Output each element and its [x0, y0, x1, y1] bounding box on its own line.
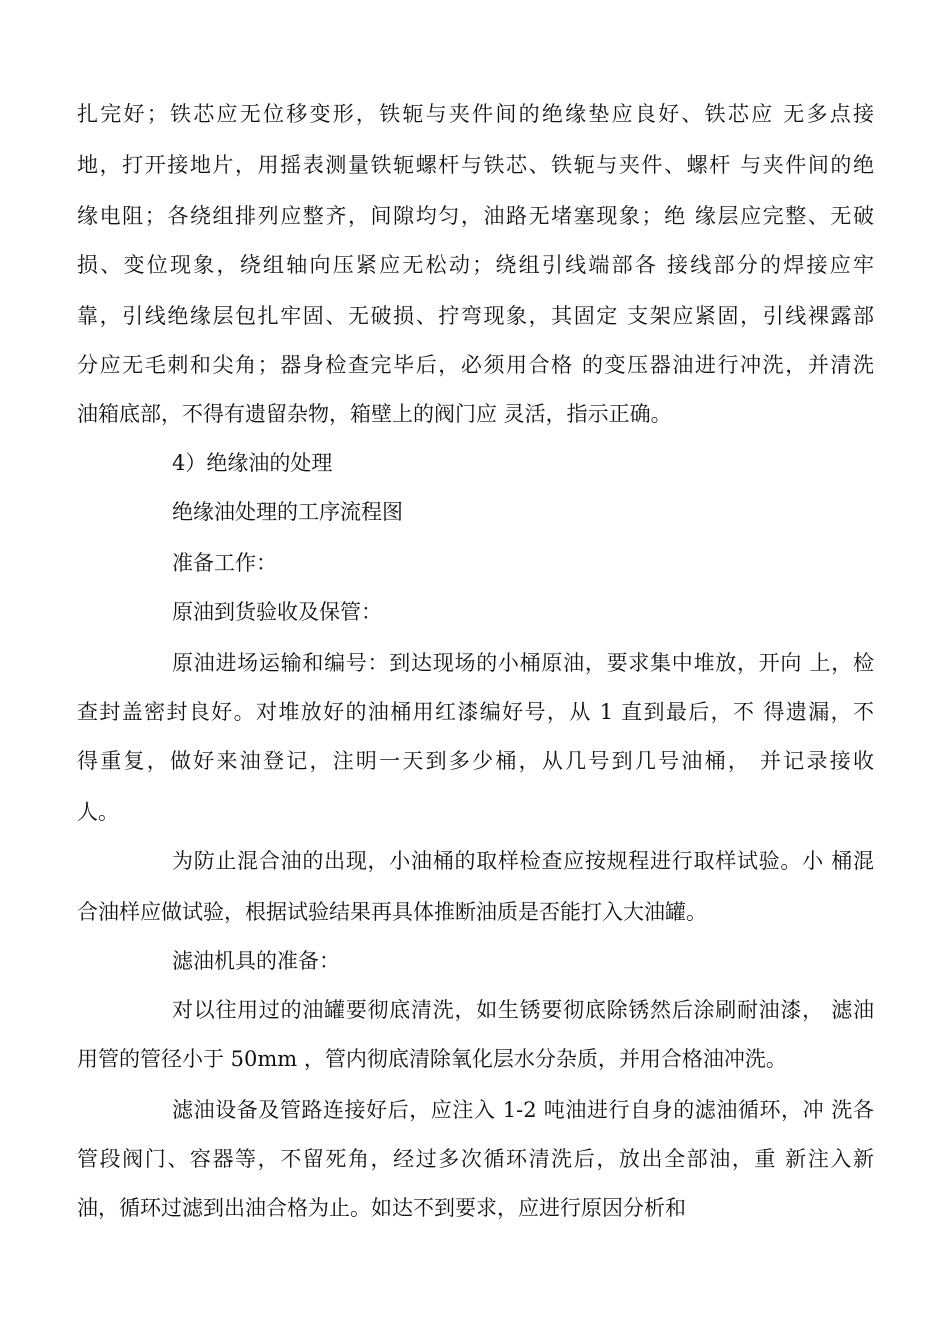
- text-line-content: 油箱底部，不得有遗留杂物，箱壁上的阀门应 灵活，指示正确。: [77, 402, 672, 426]
- text-line: [0, 697, 950, 727]
- text-line-content: 合油样应做试验，根据试验结果再具体推断油质是否能打入大油罐。: [77, 900, 707, 924]
- text-line: [0, 150, 950, 180]
- text-line-content: 分应无毛刺和尖角；器身检查完毕后，必须用合格 的变压器油进行冲洗，并清洗: [77, 353, 874, 377]
- text-line: [0, 897, 950, 927]
- subheading-flowchart: [0, 497, 950, 527]
- text-line: [0, 99, 950, 129]
- text-line: [0, 746, 950, 776]
- text-line: [0, 1095, 950, 1125]
- subheading-text: 原油到货验收及保管：: [172, 600, 382, 624]
- text-line: [0, 1193, 950, 1223]
- subheading-text: 准备工作：: [172, 551, 277, 575]
- text-line-content: 用管的管径小于 50mm ，管内彻底清除氧化层水分杂质，并用合格油冲洗。: [77, 1047, 787, 1071]
- text-line: [0, 797, 950, 827]
- subheading-text: 滤油机具的准备：: [172, 949, 340, 973]
- text-line-content: 对以往用过的油罐要彻底清洗，如生锈要彻底除锈然后涂刷耐油漆， 滤油: [172, 998, 874, 1022]
- text-line: [0, 1144, 950, 1174]
- text-line: [0, 1044, 950, 1074]
- text-line-content: 缘电阻；各绕组排列应整齐，间隙均匀，油路无堵塞现象；绝 缘层应完整、无破: [77, 204, 874, 228]
- text-line: [0, 201, 950, 231]
- text-line: [0, 995, 950, 1025]
- subheading-filter-equipment: [0, 946, 950, 976]
- subheading-oil-acceptance: [0, 597, 950, 627]
- subheading-text: 绝缘油处理的工序流程图: [172, 500, 403, 524]
- text-line-content: 靠，引线绝缘层包扎牢固、无破损、拧弯现象，其固定 支架应紧固，引线裸露部: [77, 304, 874, 328]
- section-heading: [0, 448, 950, 478]
- text-line-content: 得重复，做好来油登记，注明一天到多少桶，从几号到几号油桶， 并记录接收: [77, 749, 874, 773]
- text-line: [0, 399, 950, 429]
- text-line-content: 人。: [77, 800, 119, 824]
- text-line-content: 油，循环过滤到出油合格为止。如达不到要求，应进行原因分析和: [77, 1196, 686, 1220]
- text-line-content: 原油进场运输和编号：到达现场的小桶原油，要求集中堆放，开向 上，检: [172, 651, 874, 675]
- text-line-content: 地，打开接地片，用摇表测量铁轭螺杆与铁芯、铁轭与夹件、螺杆 与夹件间的绝: [77, 153, 874, 177]
- text-line-content: 查封盖密封良好。对堆放好的油桶用红漆编好号，从 1 直到最后，不 得遗漏，不: [77, 700, 874, 724]
- text-line: [0, 846, 950, 876]
- text-line: [0, 301, 950, 331]
- text-line: [0, 648, 950, 678]
- text-line: [0, 350, 950, 380]
- text-line-content: 滤油设备及管路连接好后，应注入 1-2 吨油进行自身的滤油循环，冲 洗各: [172, 1098, 874, 1122]
- subheading-preparation: [0, 548, 950, 578]
- section-heading-text: 4）绝缘油的处理: [172, 451, 333, 475]
- text-line-content: 损、变位现象，绕组轴向压紧应无松动；绕组引线端部各 接线部分的焊接应牢: [77, 253, 874, 277]
- text-line: [0, 250, 950, 280]
- text-line-content: 为防止混合油的出现，小油桶的取样检查应按规程进行取样试验。小 桶混: [172, 849, 874, 873]
- text-line-content: 扎完好；铁芯应无位移变形，铁轭与夹件间的绝缘垫应良好、铁芯应 无多点接: [77, 102, 874, 126]
- text-line-content: 管段阀门、容器等，不留死角，经过多次循环清洗后，放出全部油，重 新注入新: [77, 1147, 874, 1171]
